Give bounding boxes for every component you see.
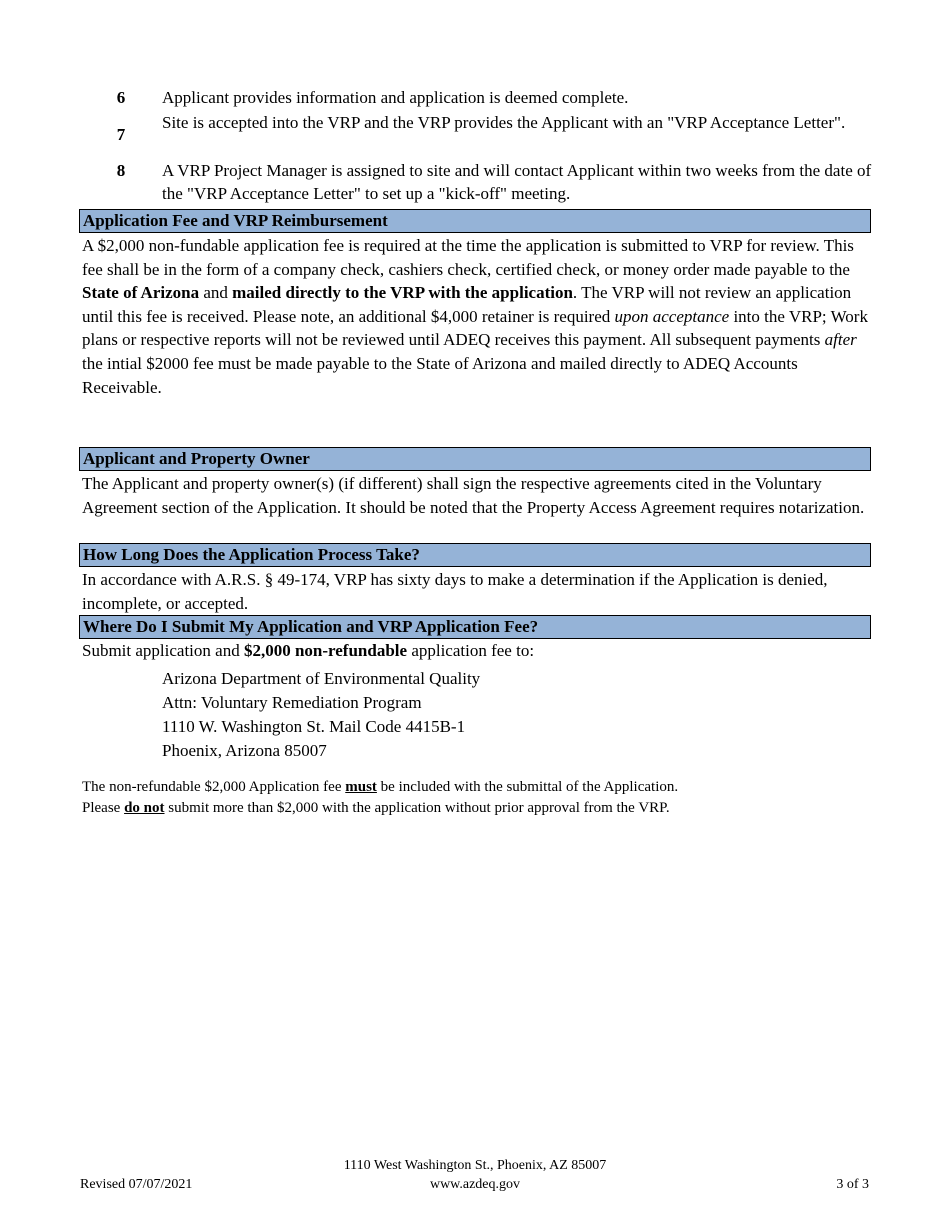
step-text: Applicant provides information and application is deemed complete. bbox=[162, 88, 629, 107]
section-heading-owner: Applicant and Property Owner bbox=[79, 447, 871, 471]
submit-intro: Submit application and $2,000 non-refundable application fee to: bbox=[82, 641, 535, 660]
duration-paragraph: In accordance with A.R.S. § 49-174, VRP has sixty days to make a determination if the Application is denied, incomplete, or accepted. bbox=[82, 570, 828, 613]
section-heading-duration: How Long Does the Application Process Take? bbox=[79, 543, 871, 567]
step-text: A VRP Project Manager is assigned to site and will contact Applicant within two weeks from the date of the "VRP Acceptance Letter" to set up a "kick-off" meeting. bbox=[162, 161, 872, 203]
page-number: 3 of 3 bbox=[836, 1177, 869, 1192]
address-line: Attn: Voluntary Remediation Program bbox=[162, 693, 422, 712]
footer-address: 1110 West Washington St., Phoenix, AZ 85007 bbox=[343, 1158, 607, 1173]
fee-note-must: The non-refundable $2,000 Application fee must be included with the submittal of the Application. bbox=[82, 779, 679, 795]
step-number: 8 bbox=[116, 161, 126, 180]
address-line: Phoenix, Arizona 85007 bbox=[162, 741, 327, 760]
section-heading-submit: Where Do I Submit My Application and VRP Application Fee? bbox=[79, 615, 871, 639]
step-number: 6 bbox=[116, 88, 126, 107]
address-line: 1110 W. Washington St. Mail Code 4415B-1 bbox=[162, 717, 466, 736]
footer-website: www.azdeq.gov bbox=[429, 1177, 521, 1192]
fee-note-do-not: Please do not submit more than $2,000 with the application without prior approval from the VRP. bbox=[82, 800, 670, 816]
owner-paragraph: The Applicant and property owner(s) (if different) shall sign the respective agreements cited in the Voluntary Agreement section of the Application. It should be noted that the Property Access Agreement requires notarization. bbox=[82, 474, 865, 517]
mailing-address bbox=[162, 667, 480, 763]
footer-revised: Revised 07/07/2021 bbox=[80, 1177, 193, 1192]
step-text: Site is accepted into the VRP and the VRP provides the Applicant with an "VRP Acceptance Letter". bbox=[162, 113, 846, 132]
fee-paragraph: A $2,000 non-fundable application fee is required at the time the application is submitted to VRP for review. This fee shall be in the form of a company check, cashiers check, certified check, or money order made payable to the State of Arizona and mailed directly to the VRP with the application. The VRP will not review an application until this fee is received. Please note, an additional $4,000 retainer is required upon acceptance into the VRP; Work plans or respective reports will not be reviewed until ADEQ receives this payment. All subsequent payments after the intial $2000 fee must be made payable to the State of Arizona and mailed directly to ADEQ Accounts Receivable. bbox=[82, 236, 868, 397]
section-heading-fee: Application Fee and VRP Reimbursement bbox=[79, 209, 871, 233]
address-line: Arizona Department of Environmental Quality bbox=[162, 669, 481, 688]
step-number: 7 bbox=[116, 125, 126, 144]
